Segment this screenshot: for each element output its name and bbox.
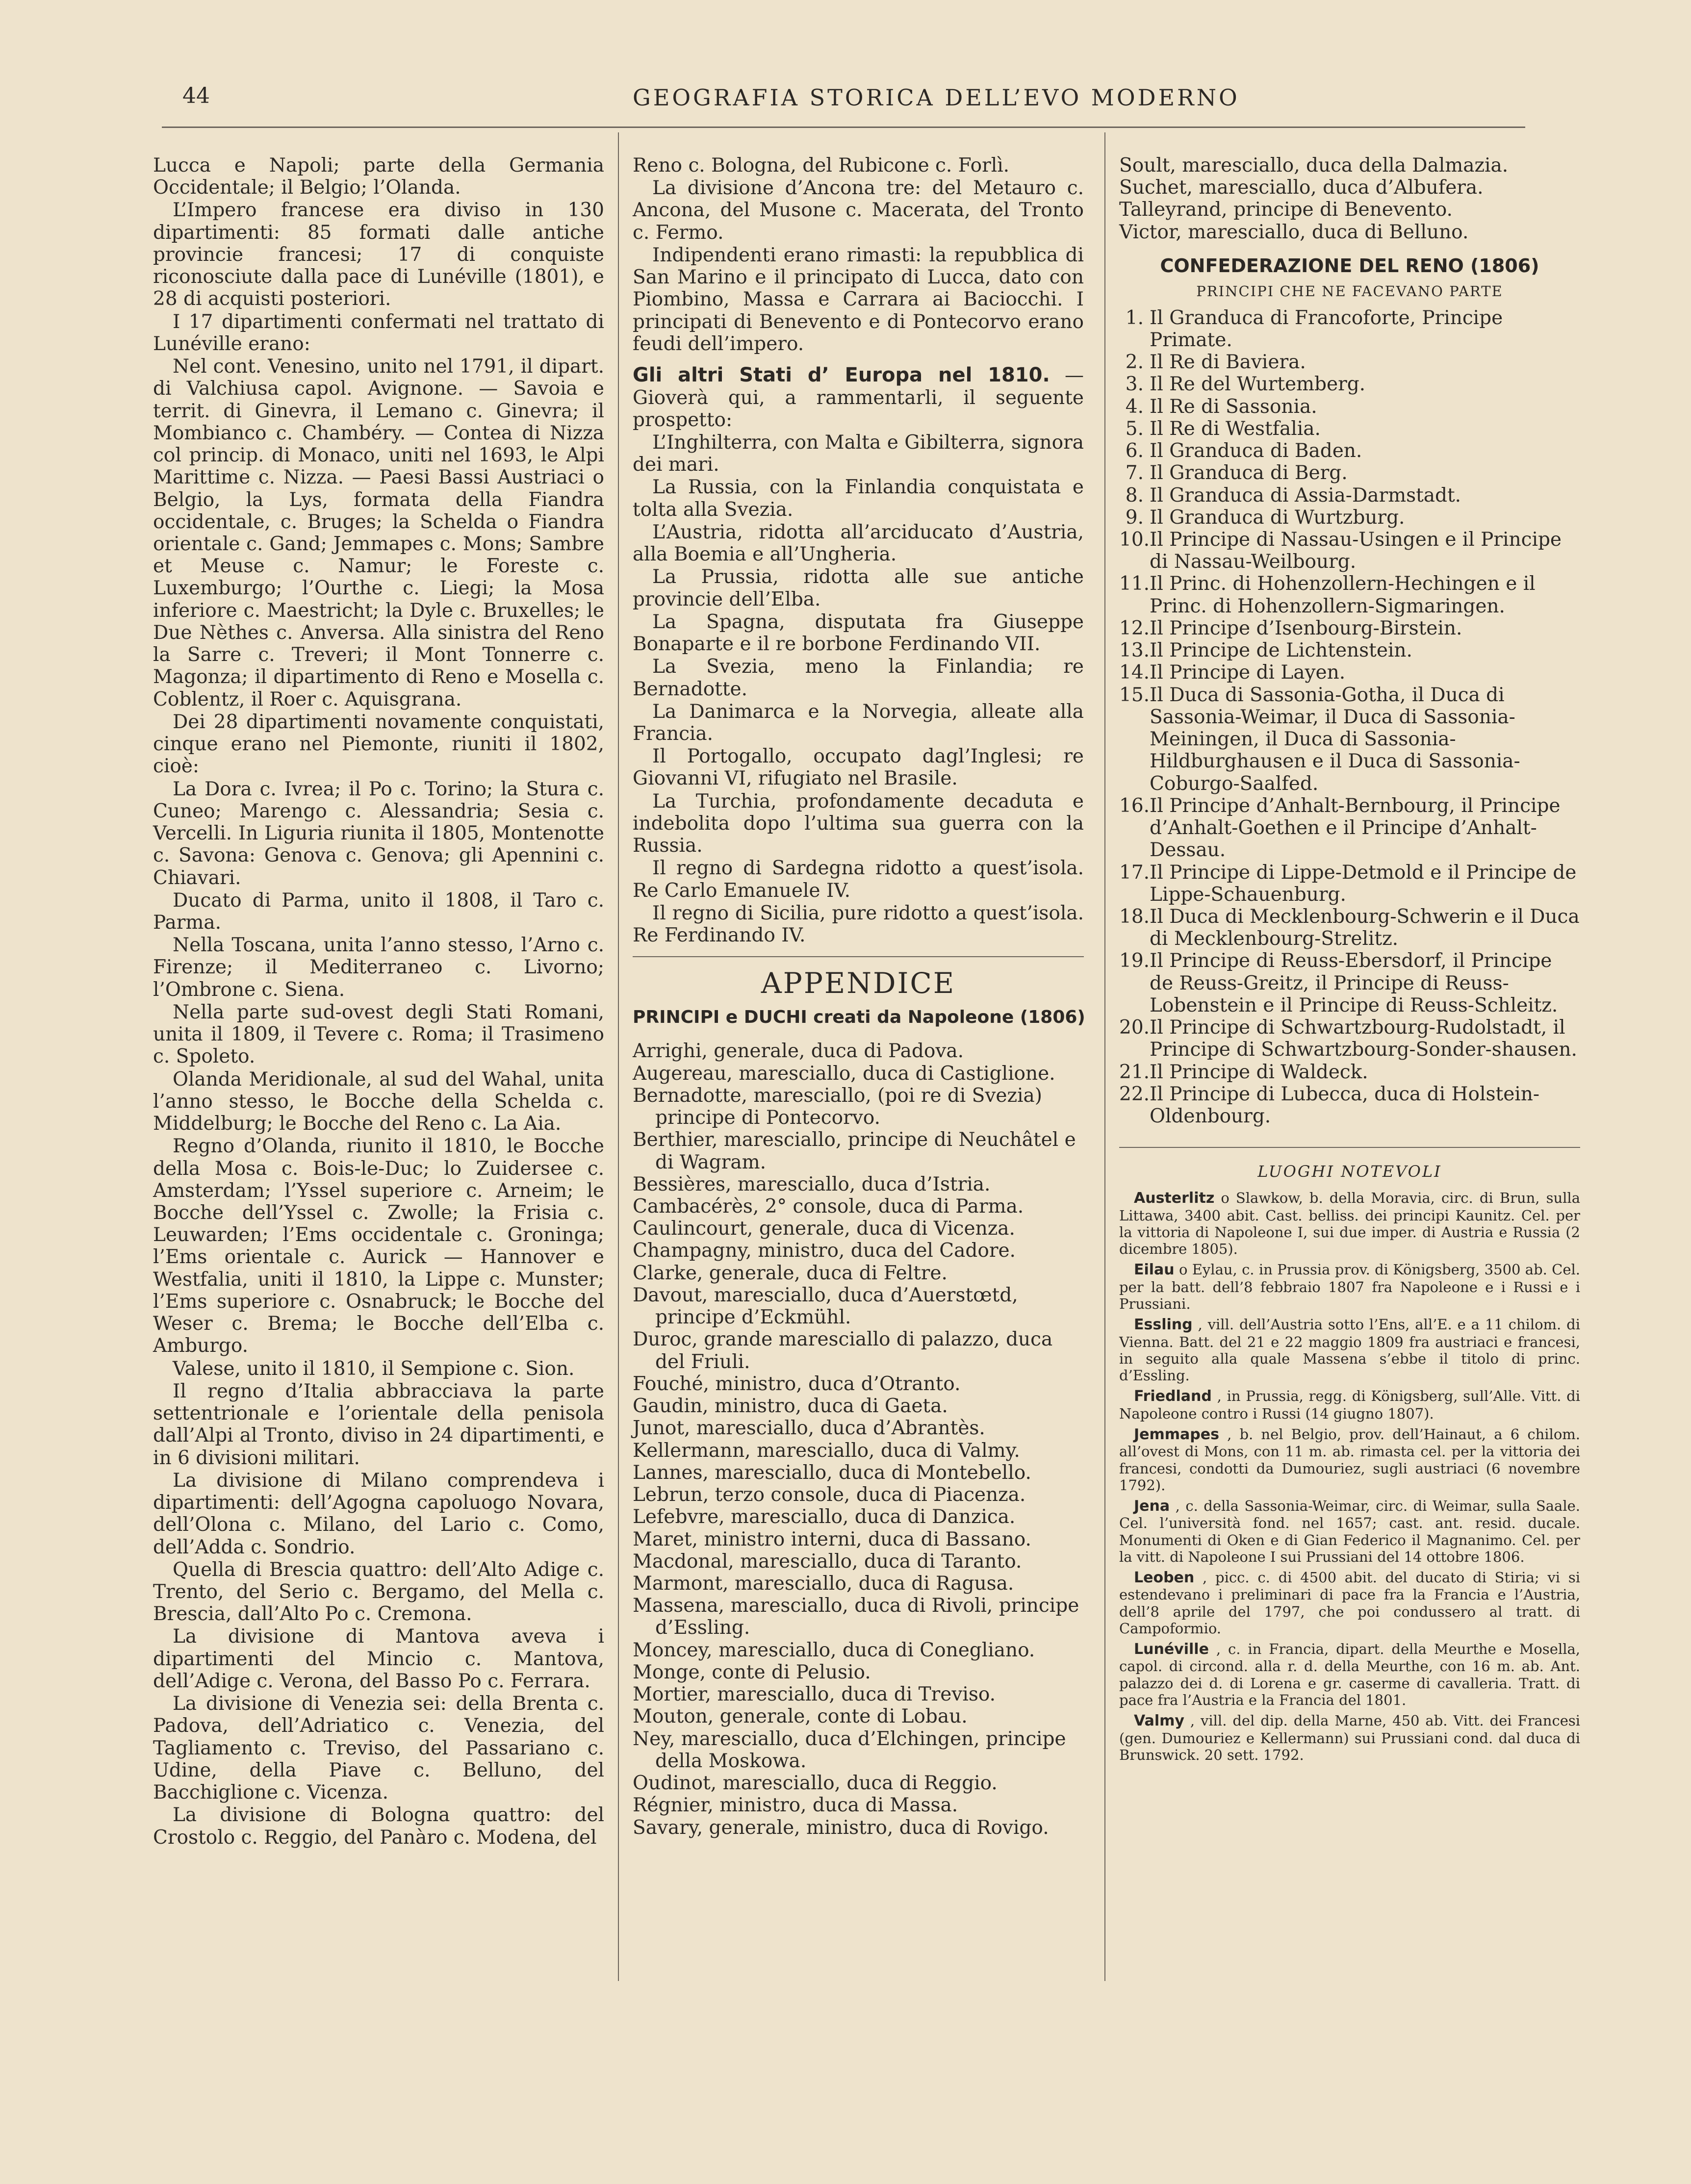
list-item (1119, 950, 1580, 1016)
list-item: Bernadotte, maresciallo, (poi re di Svezia) principe di Pontecorvo. (633, 1084, 1042, 1129)
paragraph: Ducato di Parma, unito il 1808, il Taro c. Parma. (153, 889, 604, 934)
place-name: Valmy (1134, 1712, 1184, 1730)
item-number: 5. (1125, 417, 1144, 440)
item-number: 2. (1125, 351, 1144, 374)
column-2 (633, 154, 1084, 1839)
list-item: Mortier, maresciallo, duca di Treviso. (633, 1683, 996, 1706)
paragraph: La Prussia, ridotta alle sue antiche provincie dell’Elba. (633, 566, 1084, 610)
list-item: Régnier, ministro, duca di Massa. (633, 1794, 958, 1817)
paragraph: Quella di Brescia quattro: dell’Alto Adige c. Trento, del Serio c. Bergamo, del Mella c. Brescia, dall’Alto Po c. Cremona. (153, 1558, 604, 1625)
luoghi-list (1119, 1190, 1580, 1763)
place-entry (1119, 1712, 1580, 1763)
list-item (1119, 795, 1580, 862)
running-title: GEOGRAFIA STORICA DELL’EVO MODERNO (633, 84, 1240, 111)
item-number: 4. (1125, 395, 1144, 418)
confederazione-heading: CONFEDERAZIONE DEL RENO (1806) (1160, 254, 1539, 277)
item-text: Il Re di Sassonia. (1150, 395, 1317, 418)
item-number: 7. (1125, 462, 1144, 484)
paragraph: Il Portogallo, occupato dagl’Inglesi; re Giovanni VI, rifugiato nel Brasile. (633, 745, 1084, 790)
confederazione-subheading: PRINCIPI CHE NE FACEVANO PARTE (1196, 283, 1503, 300)
list-item (1119, 373, 1580, 395)
item-number: 3. (1125, 373, 1144, 396)
list-item: Fouché, ministro, duca d’Otranto. (633, 1372, 961, 1395)
list-item: Maret, ministro interni, duca di Bassano. (633, 1528, 1031, 1550)
place-name: Jemmapes (1134, 1425, 1219, 1443)
place-entry (1119, 1316, 1580, 1384)
list-item: Davout, maresciallo, duca d’Auerstœtd, principe d’Eckmühl. (633, 1284, 1018, 1329)
place-description: , b. nel Belgio, prov. dell’Hainaut, a 6 chilom. all’ovest di Mons, con 11 m. ab. rimasta cel. per la vittoria dei francesi, condotti da Dumouriez, sugli austriaci (6 novembre 1792). (1119, 1425, 1580, 1494)
item-text: Il Principe d’Anhalt-Bernbourg, il Principe d’Anhalt-Goethen e il Principe d’Anhalt-Dessau. (1150, 794, 1561, 862)
paragraph: La divisione di Venezia sei: della Brenta c. Padova, dell’Adriatico c. Venezia, del Tagliamento c. Treviso, del Passariano c. Udine, della Piave c. Belluno, del Bacchiglione c. Vicenza. (153, 1693, 604, 1804)
item-number: 11. (1119, 573, 1150, 595)
paragraph: Nella parte sud-ovest degli Stati Romani, unita il 1809, il Tevere c. Roma; il Trasimeno c. Spoleto. (153, 1001, 604, 1068)
place-description: , vill. dell’Austria sotto l’Ens, all’E. e a 11 chilom. di Vienna. Batt. del 21 e 22 maggio 1809 fra austriaci e francesi, in seguito alla quale Massena s’ebbe il titolo di princ. d’Essling. (1119, 1316, 1580, 1384)
list-item: Talleyrand, principe di Benevento. (1119, 199, 1453, 221)
paragraph: Nella Toscana, unita l’anno stesso, l’Arno c. Firenze; il Mediterraneo c. Livorno; l’Ombrone c. Siena. (153, 934, 604, 1001)
paragraph: La Danimarca e la Norvegia, alleate alla Francia. (633, 700, 1084, 745)
column-rule-1 (618, 132, 619, 1981)
list-item (1119, 573, 1580, 617)
luoghi-heading: LUOGHI NOTEVOLI (1257, 1162, 1442, 1181)
list-item: Victor, maresciallo, duca di Belluno. (1119, 221, 1469, 243)
item-text: Il Re del Wurtemberg. (1150, 373, 1366, 396)
list-item: Lebrun, terzo console, duca di Piacenza. (633, 1484, 1026, 1506)
item-number: 22. (1119, 1083, 1150, 1105)
list-item (1119, 1083, 1580, 1127)
item-text: Il Principe di Lubecca, duca di Holstein-Oldenbourg. (1150, 1083, 1540, 1128)
appendix-title: APPENDICE (761, 966, 956, 1000)
place-entry (1119, 1388, 1580, 1422)
paragraph: Valese, unito il 1810, il Sempione c. Sion. (173, 1357, 575, 1380)
place-description: , c. della Sassonia-Weimar, circ. di Weimar, sulla Saale. Cel. l’università fond. nel 1657; cast. ant. resid. ducale. Monumenti di Oken e di Gian Federico il Magnanimo. Cel. per la vitt. di Napoleone I sui Prussiani del 14 ottobre 1806. (1119, 1498, 1580, 1565)
place-entry (1119, 1569, 1580, 1637)
list-item (1119, 617, 1580, 639)
list-item: Berthier, maresciallo, principe di Neuchâtel e di Wagram. (633, 1129, 1076, 1173)
list-item: Duroc, grande maresciallo di palazzo, duca del Friuli. (633, 1328, 1053, 1373)
list-item: Monge, conte di Pelusio. (633, 1661, 871, 1683)
item-text: Il Principe di Lippe-Detmold e il Principe de Lippe-Schauenburg. (1150, 861, 1577, 906)
place-description: , vill. del dip. della Marne, 450 ab. Vitt. dei Francesi (gen. Dumouriez e Kellermann) sui Prussiani cond. dal duca di Brunswick. 20 sett. 1792. (1119, 1712, 1581, 1763)
place-description: , in Prussia, regg. di Königsberg, sull’Alle. Vitt. di Napoleone contro i Russi (14 giugno 1807). (1119, 1388, 1581, 1422)
principi-list-continued (1119, 154, 1580, 243)
place-name: Austerlitz (1134, 1190, 1215, 1207)
paragraph: La Dora c. Ivrea; il Po c. Torino; la Stura c. Cuneo; Marengo c. Alessandria; Sesia c. Vercelli. In Liguria riunita il 1805, Montenotte c. Savona: Genova c. Genova; gli Apennini c. Chiavari. (153, 778, 604, 889)
list-item: Oudinot, maresciallo, duca di Reggio. (633, 1772, 998, 1795)
list-item: Clarke, generale, duca di Feltre. (633, 1262, 948, 1284)
list-item (1119, 462, 1580, 484)
paragraph: Il regno di Sicilia, pure ridotto a quest’isola. Re Ferdinando IV. (633, 902, 1084, 947)
item-number: 16. (1119, 794, 1150, 817)
paragraph: La divisione d’Ancona tre: del Metauro c. Ancona, del Musone c. Macerata, del Tronto c. Fermo. (633, 177, 1084, 244)
list-item: Savary, generale, ministro, duca di Rovigo. (633, 1816, 1049, 1839)
item-number: 9. (1125, 506, 1144, 529)
item-text: Il Princ. di Hohenzollern-Hechingen e il Princ. di Hohenzollern-Sigmaringen. (1150, 573, 1536, 617)
item-text: Il Principe di Layen. (1150, 661, 1346, 684)
column-rule-2 (1104, 132, 1105, 1981)
list-item: Arrighi, generale, duca di Padova. (633, 1040, 964, 1063)
column-1 (153, 154, 604, 1849)
paragraph: Indipendenti erano rimasti: la repubblica di San Marino e il principato di Lucca, dato con Piombino, Massa e Carrara ai Baciocchi. I principati di Benevento e di Pontecorvo erano feudi dell’impero. (633, 244, 1084, 355)
item-text: Il Granduca di Wurtzburg. (1150, 506, 1405, 529)
list-item (1119, 1016, 1580, 1061)
place-description: , picc. c. di 4500 abit. del ducato di Stiria; vi si estendevano i preliminari di pace fra la Francia e l’Austria, dell’8 aprile del 1797, che poi condussero al tratt. di Campoformio. (1119, 1569, 1581, 1637)
principi-heading: PRINCIPI e DUCHI creati da Napoleone (1806) (633, 1007, 1085, 1027)
list-item: Macdonal, maresciallo, duca di Taranto. (633, 1550, 1022, 1573)
section-intro (633, 364, 1084, 431)
item-number: 15. (1119, 684, 1150, 706)
list-item: Lannes, maresciallo, duca di Montebello. (633, 1461, 1031, 1484)
place-name: Lunéville (1134, 1641, 1209, 1658)
list-item: Marmont, maresciallo, duca di Ragusa. (633, 1573, 1014, 1595)
list-item: Kellermann, maresciallo, duca di Valmy. (633, 1439, 1020, 1462)
item-number: 8. (1125, 484, 1144, 507)
list-item: Ney, maresciallo, duca d’Elchingen, principe della Moskowa. (633, 1727, 1066, 1772)
paragraph: Nel cont. Venesino, unito nel 1791, il dipart. di Valchiusa capol. Avignone. — Savoia e territ. di Ginevra, il Lemano c. Ginevra; il Mombianco c. Chambéry. — Contea di Nizza col princip. di Monaco, uniti nel 1693, le Alpi Marittime c. Nizza. — Paesi Bassi Austriaci o Belgio, la Lys, formata della Fiandra occidentale, c. Bruges; la Schelda o Fiandra orientale c. Gand; Jemmapes c. Mons; Sambre et Meuse c. Namur; le Foreste c. Luxemburgo; l’Ourthe c. Liegi; la Mosa inferiore c. Maestricht; la Dyle c. Bruxelles; le Due Nèthes c. Anversa. Alla sinistra del Reno la Sarre c. Treveri; il Mont Tonnerre c. Magonza; il dipartimento di Reno e Mosella c. Coblentz, il Roer c. Aquisgrana. (153, 356, 604, 711)
list-item (1119, 1061, 1580, 1083)
item-number: 19. (1119, 950, 1150, 972)
item-number: 21. (1119, 1061, 1150, 1083)
item-text: Il Granduca di Assia-Darmstadt. (1150, 484, 1461, 507)
item-text: Il Principe di Waldeck. (1150, 1061, 1368, 1083)
list-item: Mouton, generale, conte di Lobau. (633, 1705, 968, 1728)
item-text: Il Granduca di Francoforte, Principe Primate. (1150, 306, 1503, 351)
list-item: Junot, maresciallo, duca d’Abrantès. (633, 1417, 985, 1440)
paragraph: Il regno d’Italia abbracciava la parte settentrionale e l’orientale della penisola dall’Alpi al Tronto, diviso in 24 dipartimenti, e in 6 divisioni militari. (153, 1380, 604, 1469)
list-item (1119, 396, 1580, 418)
item-text: Il Principe di Schwartzbourg-Rudolstadt, il Principe di Schwartzbourg-Sonder-shausen. (1150, 1016, 1577, 1061)
principi-list (633, 1040, 1084, 1838)
item-text: Il Principe d’Isenbourg-Birstein. (1150, 617, 1462, 639)
list-item: Bessières, maresciallo, duca d’Istria. (633, 1173, 991, 1195)
item-number: 6. (1125, 440, 1144, 462)
paragraph: La Spagna, disputata fra Giuseppe Bonaparte e il re borbone Ferdinando VII. (633, 610, 1084, 656)
paragraph: L’Inghilterra, con Malta e Gibilterra, signora dei mari. (633, 431, 1084, 476)
place-description: o Eylau, c. in Prussia prov. di Königsberg, 3500 ab. Cel. per la batt. dell’8 febbraio 1807 fra Napoleone e i Russi e i Prussiani. (1119, 1261, 1581, 1313)
section-rule (1119, 1147, 1580, 1148)
paragraph: I 17 dipartimenti confermati nel trattato di Lunéville erano: (153, 310, 604, 355)
item-number: 10. (1119, 528, 1150, 551)
list-item: Gaudin, ministro, duca di Gaeta. (633, 1395, 948, 1418)
column-3 (1119, 154, 1580, 1767)
list-item (1119, 906, 1580, 950)
item-text: Il Re di Westfalia. (1150, 417, 1321, 440)
list-item: Cambacérès, 2° console, duca di Parma. (633, 1195, 1024, 1218)
list-item: Augereau, maresciallo, duca di Castiglione. (633, 1062, 1055, 1085)
paragraph: Regno d’Olanda, riunito il 1810, le Bocche della Mosa c. Bois-le-Duc; lo Zuidersee c. Amsterdam; l’Yssel superiore c. Arneim; le Bocche dell’Yssel c. Zwolle; la Frisia c. Leuwarden; l’Ems occidentale c. Groninga; l’Ems orientale c. Aurick — Hannover e Westfalia, uniti il 1810, la Lippe c. Munster; l’Ems superiore c. Osnabruck; le Bocche del Weser c. Brema; le Bocche dell’Elba c. Amburgo. (153, 1135, 604, 1357)
section-intro-text: — Gioverà qui, a rammentarli, il seguente prospetto: (633, 364, 1084, 431)
item-text: Il Granduca di Berg. (1150, 462, 1348, 484)
paragraph: La divisione di Milano comprendeva i dipartimenti: dell’Agogna capoluogo Novara, dell’Olona c. Milano, del Lario c. Como, dell’Adda c. Sondrio. (153, 1469, 604, 1558)
place-name: Friedland (1134, 1388, 1212, 1405)
paragraph: La Turchia, profondamente decaduta e indebolita dopo l’ultima sua guerra con la Russia. (633, 790, 1084, 857)
place-description: o Slawkow, b. della Moravia, circ. di Brun, sulla Littawa, 3400 abit. Cast. belliss. dei principi Kaunitz. Cel. per la vittoria di Napoleone I, sui due imper. di Austria e Russia (2 dicembre 1805). (1119, 1190, 1580, 1258)
list-item (1119, 639, 1580, 661)
list-item (1119, 307, 1580, 351)
paragraph: Il regno di Sardegna ridotto a quest’isola. Re Carlo Emanuele IV. (633, 857, 1084, 902)
paragraph: La divisione di Mantova aveva i dipartimenti del Mincio c. Mantova, dell’Adige c. Verona, del Basso Po c. Ferrara. (153, 1625, 604, 1692)
paragraph: La Svezia, meno la Finlandia; re Bernadotte. (633, 656, 1084, 700)
header-rule (162, 127, 1525, 128)
place-entry (1119, 1498, 1580, 1565)
paragraph: La Russia, con la Finlandia conquistata e tolta alla Svezia. (633, 476, 1084, 521)
item-number: 18. (1119, 905, 1150, 928)
list-item (1119, 529, 1580, 573)
item-number: 14. (1119, 661, 1150, 684)
item-text: Il Duca di Sassonia-Gotha, il Duca di Sassonia-Weimar, il Duca di Sassonia-Meiningen, il Duca di Sassonia-Hildburghausen e il Duca di Sassonia-Coburgo-Saalfed. (1150, 684, 1520, 795)
list-item (1119, 862, 1580, 906)
list-item (1119, 661, 1580, 684)
item-number: 20. (1119, 1016, 1150, 1039)
item-number: 12. (1119, 617, 1150, 639)
paragraph: Reno c. Bologna, del Rubicone c. Forlì. (633, 154, 1010, 177)
place-entry (1119, 1261, 1580, 1312)
section-heading: Gli altri Stati d’ Europa nel 1810. (633, 364, 1050, 387)
list-item (1119, 440, 1580, 462)
confederazione-list (1119, 307, 1580, 1128)
paragraph: L’Impero francese era diviso in 130 dipartimenti: 85 formati dalle antiche provincie francesi; 17 di conquiste riconosciute dalla pace di Lunéville (1801), e 28 di acquisti posteriori. (153, 199, 604, 310)
paragraph: La divisione di Bologna quattro: del Crostolo c. Reggio, del Panàro c. Modena, del (153, 1804, 604, 1849)
list-item (1119, 418, 1580, 440)
place-description: , c. in Francia, dipart. della Meurthe e Mosella, capol. di circond. alla r. d. della Meurthe, con 16 m. ab. Ant. palazzo dei d. di Lorena e gr. caserme di cavalleria. Tratt. di pace fra l’Austria e la Francia del 1801. (1119, 1641, 1580, 1708)
item-number: 17. (1119, 861, 1150, 884)
list-item (1119, 684, 1580, 795)
list-item: Champagny, ministro, duca del Cadore. (633, 1240, 1016, 1262)
paragraph: L’Austria, ridotta all’arciducato d’Austria, alla Boemia e all’Ungheria. (633, 521, 1084, 566)
list-item: Soult, maresciallo, duca della Dalmazia. (1119, 154, 1509, 177)
item-text: Il Granduca di Baden. (1150, 440, 1362, 462)
list-item (1119, 507, 1580, 529)
list-item (1119, 484, 1580, 507)
item-text: Il Re di Baviera. (1150, 351, 1306, 374)
page-number: 44 (182, 83, 210, 108)
place-entry (1119, 1190, 1580, 1257)
item-text: Il Principe di Nassau-Usingen e il Principe di Nassau-Weilbourg. (1150, 528, 1562, 573)
paragraph: Olanda Meridionale, al sud del Wahal, unita l’anno stesso, le Bocche della Schelda c. Middelburg; le Bocche del Reno c. La Aia. (153, 1068, 604, 1135)
place-entry (1119, 1426, 1580, 1494)
list-item: Suchet, maresciallo, duca d’Albufera. (1119, 177, 1484, 199)
list-item: Moncey, maresciallo, duca di Conegliano. (633, 1639, 1035, 1661)
list-item: Caulincourt, generale, duca di Vicenza. (633, 1218, 1015, 1240)
item-text: Il Principe de Lichtenstein. (1150, 639, 1412, 662)
list-item (1119, 351, 1580, 373)
list-item: Lefebvre, maresciallo, duca di Danzica. (633, 1506, 1016, 1528)
item-number: 13. (1119, 639, 1150, 662)
item-number: 1. (1125, 306, 1144, 329)
section-rule (633, 956, 1084, 957)
place-name: Jena (1134, 1498, 1170, 1515)
place-name: Eilau (1134, 1261, 1175, 1279)
place-entry (1119, 1641, 1580, 1708)
list-item: Massena, maresciallo, duca di Rivoli, principe d’Essling. (633, 1595, 1079, 1639)
item-text: Il Duca di Mecklenbourg-Schwerin e il Duca di Mecklenbourg-Strelitz. (1150, 905, 1580, 950)
place-name: Essling (1134, 1316, 1193, 1334)
paragraph: Dei 28 dipartimenti novamente conquistati, cinque erano nel Piemonte, riuniti il 1802, cioè: (153, 711, 604, 778)
item-text: Il Principe di Reuss-Ebersdorf, il Principe de Reuss-Greitz, il Principe di Reuss-Lobenstein e il Principe di Reuss-Schleitz. (1150, 950, 1558, 1016)
paragraph: Lucca e Napoli; parte della Germania Occidentale; il Belgio; l’Olanda. (153, 154, 604, 199)
place-name: Leoben (1134, 1569, 1195, 1587)
